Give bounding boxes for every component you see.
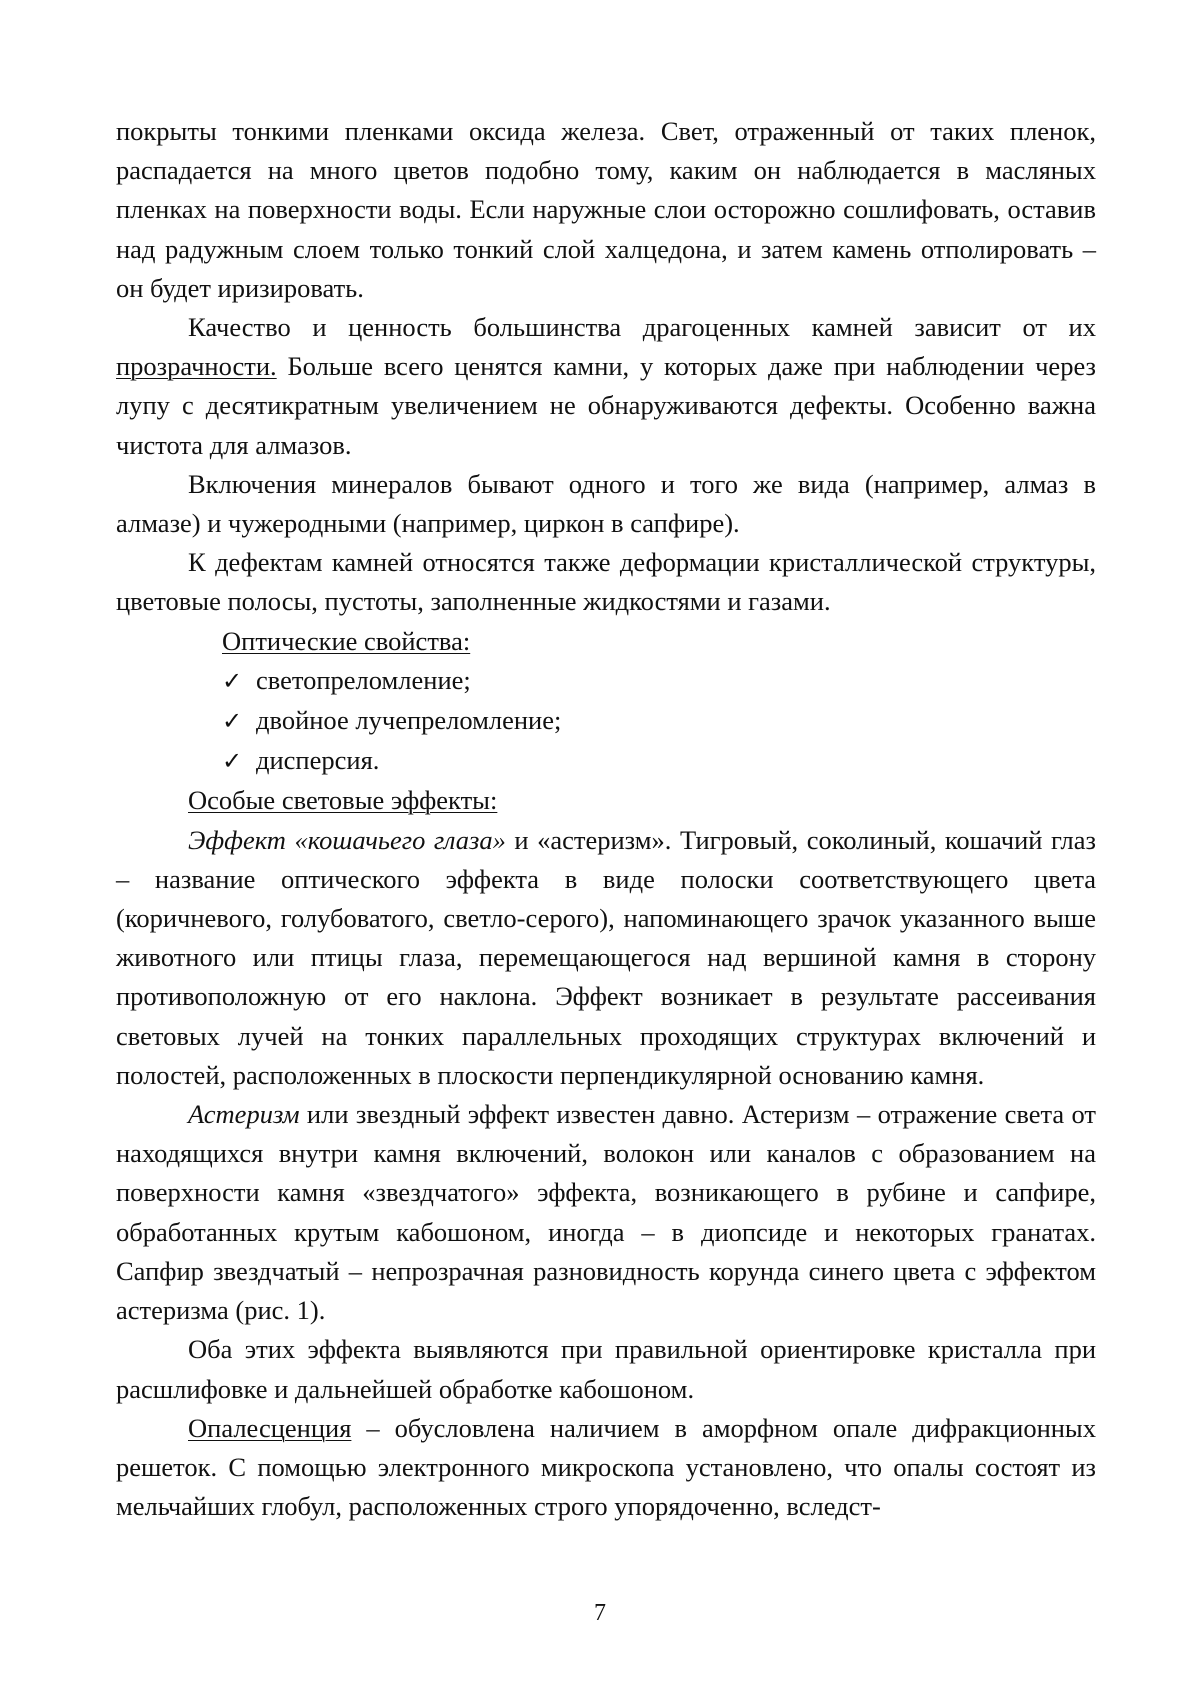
list-item xyxy=(222,661,1096,701)
term-transparency: прозрачности. xyxy=(116,351,277,382)
paragraph-asterism-rest: или звездный эффект известен давно. Астеризм – отражение света от находящихся внутри камня включений, волокон или каналов с образованием на поверхности камня «звездчатого» эффекта, возникающего в рубине и сапфире, обработанных крутым кабошоном, иногда – в диопсиде и некоторых гранатах. Сапфир звездчатый – непрозрачная разновидность корунда синего цвета с эффектом астеризма (рис. 1). xyxy=(116,1099,1096,1326)
paragraph-asterism xyxy=(116,1095,1096,1330)
paragraph-iridescence: покрыты тонкими пленками оксида железа. Свет, отраженный от таких пленок, распадается на много цветов подобно тому, каким он наблюдается в масляных пленках на поверхности воды. Если наружные слои осторожно сошлифовать, оставив над радужным слоем только тонкий слой халцедона, и затем камень отполировать – он будет иризировать. xyxy=(116,116,1096,303)
effects-heading xyxy=(116,781,1096,820)
term-cat-eye: Эффект «кошачьего глаза» xyxy=(188,824,506,855)
paragraph-opalescence-rest: – обусловлена наличием в аморфном опале дифракционных решеток. С помощью электронного микроскопа установлено, что опалы состоят из мельчайших глобул, расположенных строго упорядоченно, вследст- xyxy=(116,1412,1096,1522)
checkmark-icon: ✓ xyxy=(222,707,243,736)
list-item-label: дисперсия. xyxy=(256,745,380,776)
checkmark-icon: ✓ xyxy=(222,747,243,776)
checkmark-icon: ✓ xyxy=(222,666,243,695)
optics-heading xyxy=(116,622,1096,661)
paragraph-inclusions: Включения минералов бывают одного и того же вида (например, алмаз в алмазе) и чужеродными (например, циркон в сапфире). xyxy=(116,468,1096,539)
document-page xyxy=(116,112,1096,1526)
paragraph-cat-eye xyxy=(116,821,1096,1095)
list-item-label: двойное лучепреломление; xyxy=(256,705,562,736)
page-number: 7 xyxy=(594,1600,606,1626)
effects-heading-text: Особые световые эффекты: xyxy=(188,785,498,816)
paragraph-defects: К дефектам камней относятся также деформации кристаллической структуры, цветовые полосы, пустоты, заполненные жидкостями и газами. xyxy=(116,547,1096,617)
paragraph-transparency-start: Качество и ценность большинства драгоценных камней зависит от их xyxy=(188,312,1096,343)
paragraph-cat-eye-rest: и «астеризм». Тигровый, соколиный, кошачий глаз – название оптического эффекта в виде полоски соответствующего цвета (коричневого, голубоватого, светло-серого), напоминающего зрачок указанного выше животного или птицы глаза, перемещающегося над вершиной камня в сторону противоположную от его наклона. Эффект возникает в результате рассеивания световых лучей на тонких параллельных проходящих структурах включений и полостей, расположенных в плоскости перпендикулярной основанию камня. xyxy=(116,824,1096,1090)
list-item xyxy=(222,701,1096,741)
list-item-label: светопреломление; xyxy=(256,664,471,695)
paragraph-transparency-rest: Больше всего ценятся камни, у которых даже при наблюдении через лупу с десятикратным увеличением не обнаруживаются дефекты. Особенно важна чистота для алмазов. xyxy=(116,351,1096,460)
term-asterism: Астеризм xyxy=(188,1099,300,1130)
paragraph-transparency xyxy=(116,308,1096,465)
term-opalescence: Опалесценция xyxy=(188,1412,352,1443)
list-item xyxy=(222,741,1096,781)
paragraph-both-effects: Оба этих эффекта выявляются при правильной ориентировке кристалла при расшлифовке и дальнейшей обработке кабошоном. xyxy=(116,1334,1096,1404)
paragraph-opalescence xyxy=(116,1409,1096,1527)
optics-heading-text: Оптические свойства: xyxy=(222,625,471,656)
optics-list xyxy=(116,661,1096,782)
